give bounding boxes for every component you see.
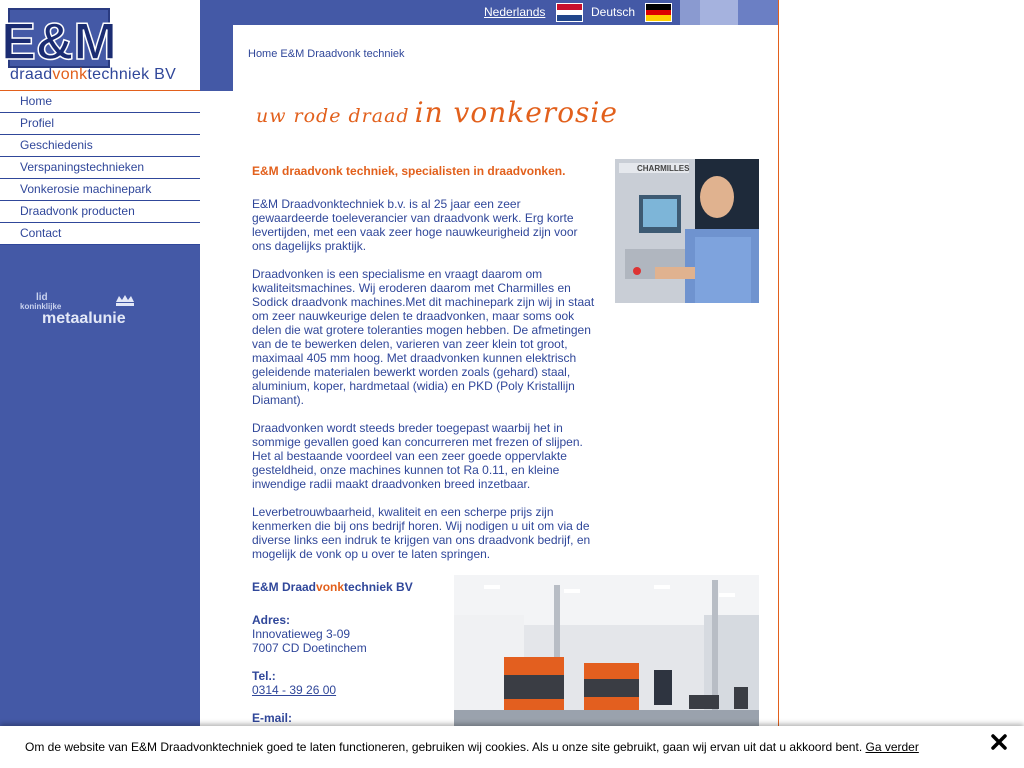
logo-mark-text: E&M — [1, 13, 117, 71]
tagline — [256, 96, 618, 129]
color-block — [680, 0, 700, 25]
intro-paragraph: E&M Draadvonktechniek b.v. is al 25 jaar een zeer gewaardeerde toeleverancier van draadvonk werk. Erg korte levertijden, met een vaak zeer hoge nauwkeurigheid zijn voor ons dagelijks praktijk. — [252, 197, 578, 253]
breadcrumb[interactable]: Home E&M Draadvonk techniek — [248, 48, 405, 60]
metaalunie-badge[interactable] — [20, 290, 140, 326]
dutch-flag-icon[interactable] — [556, 3, 583, 22]
logo-wordmark-part3: techniek BV — [87, 66, 177, 83]
company-name-part1: E&M Draad — [252, 580, 317, 594]
tagline-part2: in vonkerosie — [414, 96, 618, 129]
nav-item-vonkerosie-machinepark[interactable]: Vonkerosie machinepark — [0, 179, 200, 201]
nav-item-contact[interactable]: Contact — [0, 223, 200, 245]
nav-item-geschiedenis[interactable]: Geschiedenis — [0, 135, 200, 157]
nav-item-home[interactable]: Home — [0, 91, 200, 113]
cookie-accept-link[interactable]: Ga verder — [865, 740, 919, 754]
tagline-part1: uw rode draad — [256, 105, 410, 127]
language-link-deutsch[interactable]: Deutsch — [591, 5, 636, 19]
badge-line3: metaalunie — [42, 310, 126, 327]
intro-heading: E&M draadvonk techniek, specialisten in draadvonken. — [252, 164, 566, 178]
intro-paragraph: Draadvonken wordt steeds breder toegepast waarbij het in sommige gevallen goed kan concurreren met frezen of slijpen. Het al bestaande voordeel van een zeer goede oppervlakte gesteldheid, onze machines kunnen tot Ra 0.11, en kleine inwendige radii maakt draadvonken breed inzetbaar. — [252, 421, 583, 491]
phone-link[interactable]: 0314 - 39 26 00 — [252, 683, 337, 697]
phone-label: Tel.: — [252, 669, 276, 683]
content-border — [778, 0, 779, 768]
nav-item-profiel[interactable]: Profiel — [0, 113, 200, 135]
logo-wordmark-part2: vonk — [52, 66, 88, 83]
color-block — [738, 0, 778, 25]
nav-item-verspaningstechnieken[interactable]: Verspaningstechnieken — [0, 157, 200, 179]
logo-wordmark-part1: draad — [10, 66, 53, 83]
close-icon[interactable] — [990, 733, 1008, 751]
cookie-text — [25, 740, 919, 754]
color-block — [700, 0, 738, 25]
german-flag-icon[interactable] — [645, 3, 672, 22]
left-column — [0, 0, 200, 768]
machine-hall-photo — [454, 575, 759, 730]
company-name — [252, 580, 413, 594]
intro-paragraph: Draadvonken is een specialisme en vraagt daarom om kwaliteitsmachines. Wij eroderen daarom met Charmilles en Sodick draadvonk machines.Met dit machinepark zijn wij in staat om zeer nauwkeurige delen te draadvonken, maar soms ook delen die wat grotere toleranties mogen hebben. De afmetingen van de te bewerken delen, varieren van zeer klein tot groot, maximaal 405 mm hoog. Met draadvonken kunnen elektrisch geleidende materialen bewerkt worden zoals (gehard) staal, aluminium, koper, hardmetaal (widia) en PKD (Poly Kristallijn Diamant). — [252, 267, 595, 407]
em-logo-mark — [1, 9, 117, 71]
cookie-bar — [0, 726, 1024, 768]
badge-line1: lid — [36, 292, 48, 303]
header-color-blocks — [680, 0, 778, 25]
company-name-part3: techniek BV — [344, 580, 413, 594]
crown-icon — [116, 295, 134, 306]
header-strip — [200, 0, 233, 91]
address-city: 7007 CD Doetinchem — [252, 641, 367, 655]
photo-machine-brand: CHARMILLES — [637, 164, 690, 173]
main-nav — [0, 91, 200, 245]
intro-paragraph: Leverbetrouwbaarheid, kwaliteit en een scherpe prijs zijn kenmerken die bij ons bedrijf horen. Wij nodigen u uit om via de diverse links een indruk te krijgen van ons draadvonk bedrijf, en mogelijk de vonk op u over te laten springen. — [252, 505, 591, 561]
phone-number[interactable] — [252, 683, 336, 697]
operator-photo — [615, 159, 759, 303]
nav-item-draadvonk-producten[interactable]: Draadvonk producten — [0, 201, 200, 223]
address-label: Adres: — [252, 613, 291, 627]
intro-text — [252, 197, 597, 575]
email-label: E-mail: — [252, 711, 293, 725]
cookie-message: Om de website van E&M Draadvonktechniek goed te laten functioneren, gebruiken wij cookies. Als u onze site gebruikt, gaan wij ervan uit dat u akkoord bent. — [25, 740, 866, 754]
address-street: Innovatieweg 3-09 — [252, 627, 351, 641]
company-name-part2: vonk — [316, 580, 345, 594]
language-link-nederlands[interactable]: Nederlands — [484, 5, 546, 19]
badge-line2: koninklijke — [20, 302, 62, 311]
logo[interactable] — [0, 0, 201, 91]
logo-wordmark — [10, 66, 176, 84]
